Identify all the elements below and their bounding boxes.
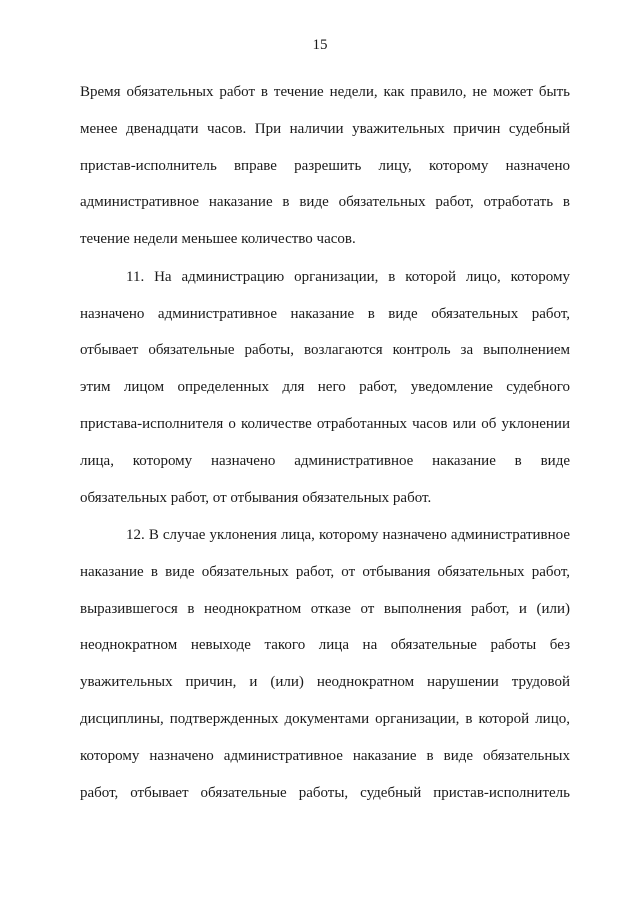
text-line: наказание в виде обязательных работ, от отбывания обязательных работ, [80,563,570,580]
page-number: 15 [312,37,328,53]
text-line: обязательных работ, от отбывания обязательных работ. [80,489,432,506]
text-line: пристав-исполнитель вправе разрешить лицу, которому назначено [80,157,570,174]
text-line: пристава-исполнителя о количестве отработанных часов или об уклонении [80,415,570,432]
text-line: лица, которому назначено административное наказание в виде [80,452,570,469]
body-text [80,74,570,811]
text-line: неоднократном невыходе такого лица на обязательные работы без [80,637,570,654]
text-line: назначено административное наказание в виде обязательных работ, [80,305,570,322]
text-line: Время обязательных работ в течение недели, как правило, не может быть [80,84,570,100]
text-line: административное наказание в виде обязательных работ, отработать в [80,194,570,211]
text-line: менее двенадцати часов. При наличии уважительных причин судебный [80,120,570,137]
paragraph-11 [80,259,570,517]
text-line: которому назначено административное наказание в виде обязательных [80,747,570,764]
text-line: этим лицом определенных для него работ, уведомление судебного [80,379,570,396]
text-line: 12. В случае уклонения лица, которому назначено административное [126,527,570,544]
paragraph-12 [80,517,570,811]
text-line: отбывает обязательные работы, возлагаются контроль за выполнением [80,342,570,359]
text-line: выразившегося в неоднократном отказе от выполнения работ, и (или) [80,600,570,617]
text-line: работ, отбывает обязательные работы, судебный пристав-исполнитель [80,784,570,801]
text-line: течение недели меньшее количество часов. [80,231,356,248]
text-line: дисциплины, подтвержденных документами организации, в которой лицо, [80,711,570,728]
text-line: уважительных причин, и (или) неоднократном нарушении трудовой [80,674,570,691]
text-line: 11. На администрацию организации, в которой лицо, которому [126,268,570,285]
paragraph-continued [80,74,570,258]
